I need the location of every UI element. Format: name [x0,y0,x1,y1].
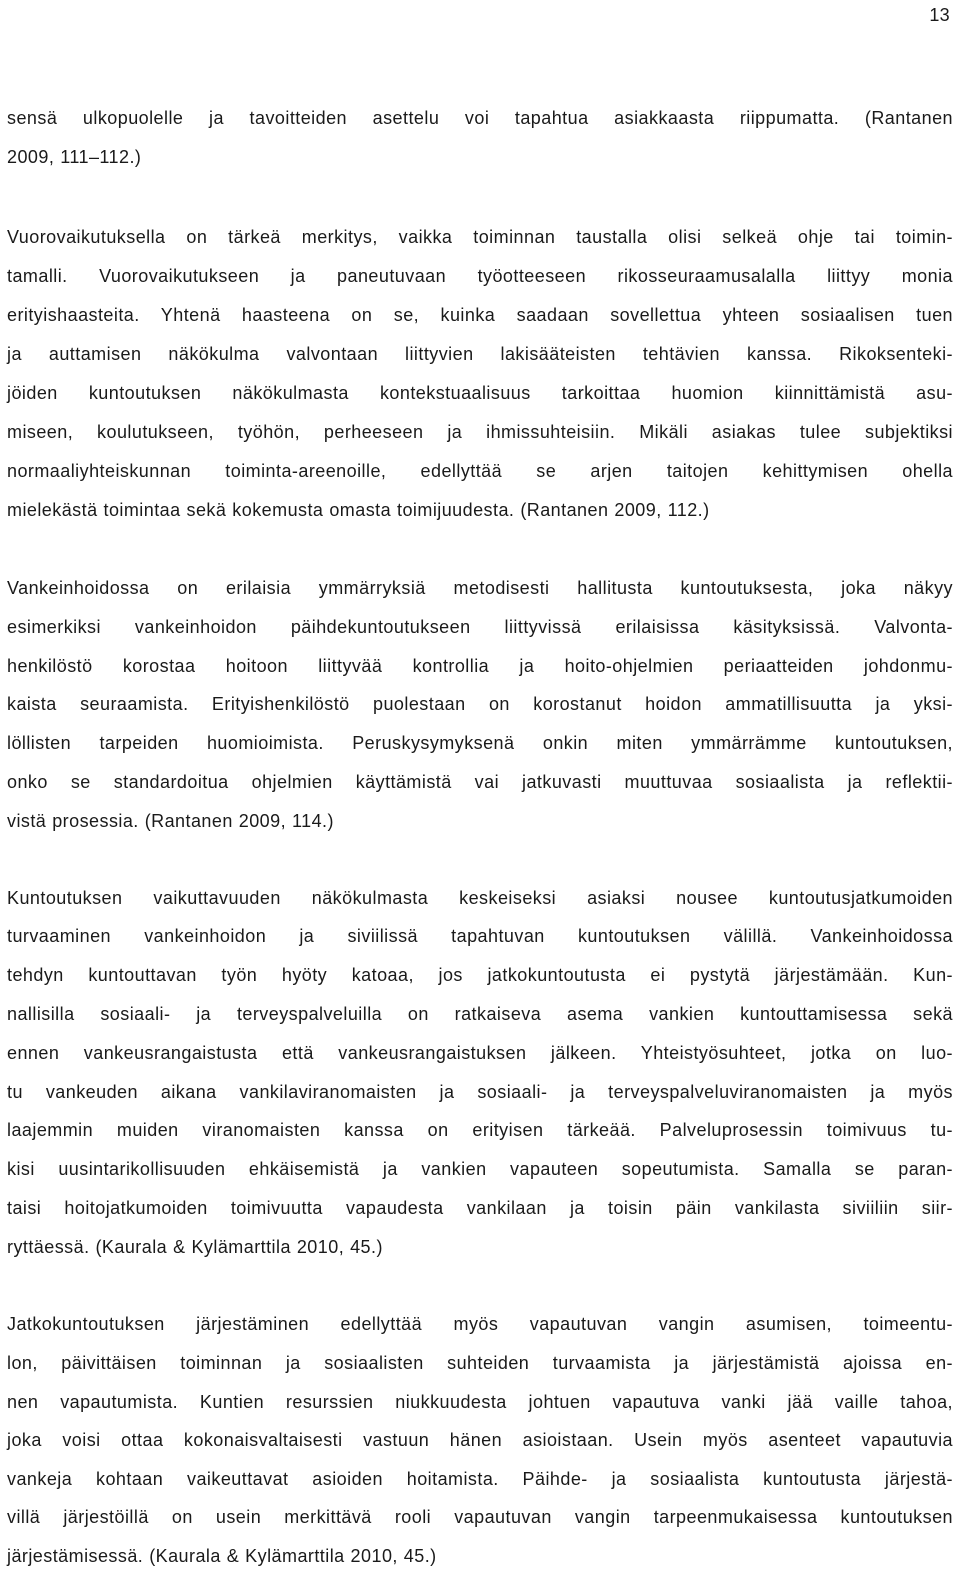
text-line: Jatkokuntoutuksen järjestäminen edellyttää myös vapautuvan vangin asumisen, toimeentu- [7,1314,953,1334]
text-line: normaaliyhteiskunnan toiminta-areenoille, edellyttää se arjen taitojen kehittymisen ohella [7,461,953,481]
text-line: taisi hoitojatkumoiden toimivuutta vapaudesta vankilaan ja toisin päin vankilasta siviiliin siir- [7,1198,953,1218]
text-line: jöiden kuntoutuksen näkökulmasta kontekstuaalisuus tarkoittaa huomion kiinnittämistä asu- [7,383,953,403]
text-line: Kuntoutuksen vaikuttavuuden näkökulmasta keskeiseksi asiaksi nousee kuntoutusjatkumoiden [7,888,953,908]
text-line: henkilöstö korostaa hoitoon liittyvää kontrollia ja hoito-ohjelmien periaatteiden johdonmu- [7,656,953,676]
text-line: ryttäessä. (Kaurala & Kylämarttila 2010, 45.) [7,1237,383,1257]
text-line: turvaaminen vankeinhoidon ja siviilissä tapahtuvan kuntoutuksen välillä. Vankeinhoidossa [7,926,953,946]
text-line: Vuorovaikutuksella on tärkeä merkitys, vaikka toiminnan taustalla olisi selkeä ohje tai toimin- [7,227,953,247]
text-line: tu vankeuden aikana vankilaviranomaisten ja sosiaali- ja terveyspalveluviranomaisten ja myös [7,1082,953,1102]
text-line: ennen vankeusrangaistusta että vankeusrangaistuksen jälkeen. Yhteistyösuhteet, jotka on luo- [7,1043,953,1063]
text-line: mielekästä toimintaa sekä kokemusta omasta toimijuudesta. (Rantanen 2009, 112.) [7,500,710,520]
text-line: ja auttamisen näkökulma valvontaan liittyvien lakisääteisten tehtävien kanssa. Rikoksenteki- [7,344,953,364]
text-line: joka voisi ottaa kokonaisvaltaisesti vastuun hänen asioistaan. Usein myös asenteet vapautuvia [7,1430,953,1450]
text-line: vankeja kohtaan vaikeuttavat asioiden hoitamista. Päihde- ja sosiaalista kuntoutusta järjestä- [7,1469,953,1489]
text-line: laajemmin muiden viranomaisten kanssa on erityisen tärkeää. Palveluprosessin toimivuus tu- [7,1120,953,1140]
page-number: 13 [929,5,950,25]
text-line: kaista seuraamista. Erityishenkilöstö puolestaan on korostanut hoidon ammatillisuutta ja yksi- [7,694,953,714]
text-line: Vankeinhoidossa on erilaisia ymmärryksiä metodisesti hallitusta kuntoutuksesta, joka näkyy [7,578,953,598]
text-line: löllisten tarpeiden huomioimista. Peruskysymyksenä onkin miten ymmärrämme kuntoutuksen, [7,733,953,753]
text-line: miseen, koulutukseen, työhön, perheeseen ja ihmissuhteisiin. Mikäli asiakas tulee subjektiksi [7,422,953,442]
text-line: sensä ulkopuolelle ja tavoitteiden asettelu voi tapahtua asiakkaasta riippumatta. (Rantanen [7,108,953,128]
text-line: järjestämisessä. (Kaurala & Kylämarttila 2010, 45.) [7,1546,437,1566]
text-line: tamalli. Vuorovaikutukseen ja paneutuvaan työotteeseen rikosseuraamusalalla liittyy monia [7,266,953,286]
text-line: nallisilla sosiaali- ja terveyspalveluilla on ratkaiseva asema vankien kuntouttamisessa sekä [7,1004,953,1024]
text-line: erityishaasteita. Yhtenä haasteena on se, kuinka saadaan sovellettua yhteen sosiaalisen tuen [7,305,953,325]
text-line: vistä prosessia. (Rantanen 2009, 114.) [7,811,334,831]
text-line: esimerkiksi vankeinhoidon päihdekuntoutukseen liittyvissä erilaisissa käsityksissä. Valvonta- [7,617,953,637]
text-line: kisi uusintarikollisuuden ehkäisemistä ja vankien vapauteen sopeutumista. Samalla se paran- [7,1159,953,1179]
text-line: villä järjestöillä on usein merkittävä rooli vapautuvan vangin tarpeenmukaisessa kuntoutuksen [7,1507,953,1527]
text-line: 2009, 111–112.) [7,147,142,167]
text-line: onko se standardoitua ohjelmien käyttämistä vai jatkuvasti muuttuvaa sosiaalista ja reflektii- [7,772,953,792]
text-line: tehdyn kuntouttavan työn hyöty katoaa, jos jatkokuntoutusta ei pystytä järjestämään. Kun- [7,965,953,985]
text-line: nen vapautumista. Kuntien resurssien niukkuudesta johtuen vapautuva vanki jää vaille tahoa, [7,1392,953,1412]
text-line: lon, päivittäisen toiminnan ja sosiaalisten suhteiden turvaamista ja järjestämistä ajoissa en- [7,1353,953,1373]
